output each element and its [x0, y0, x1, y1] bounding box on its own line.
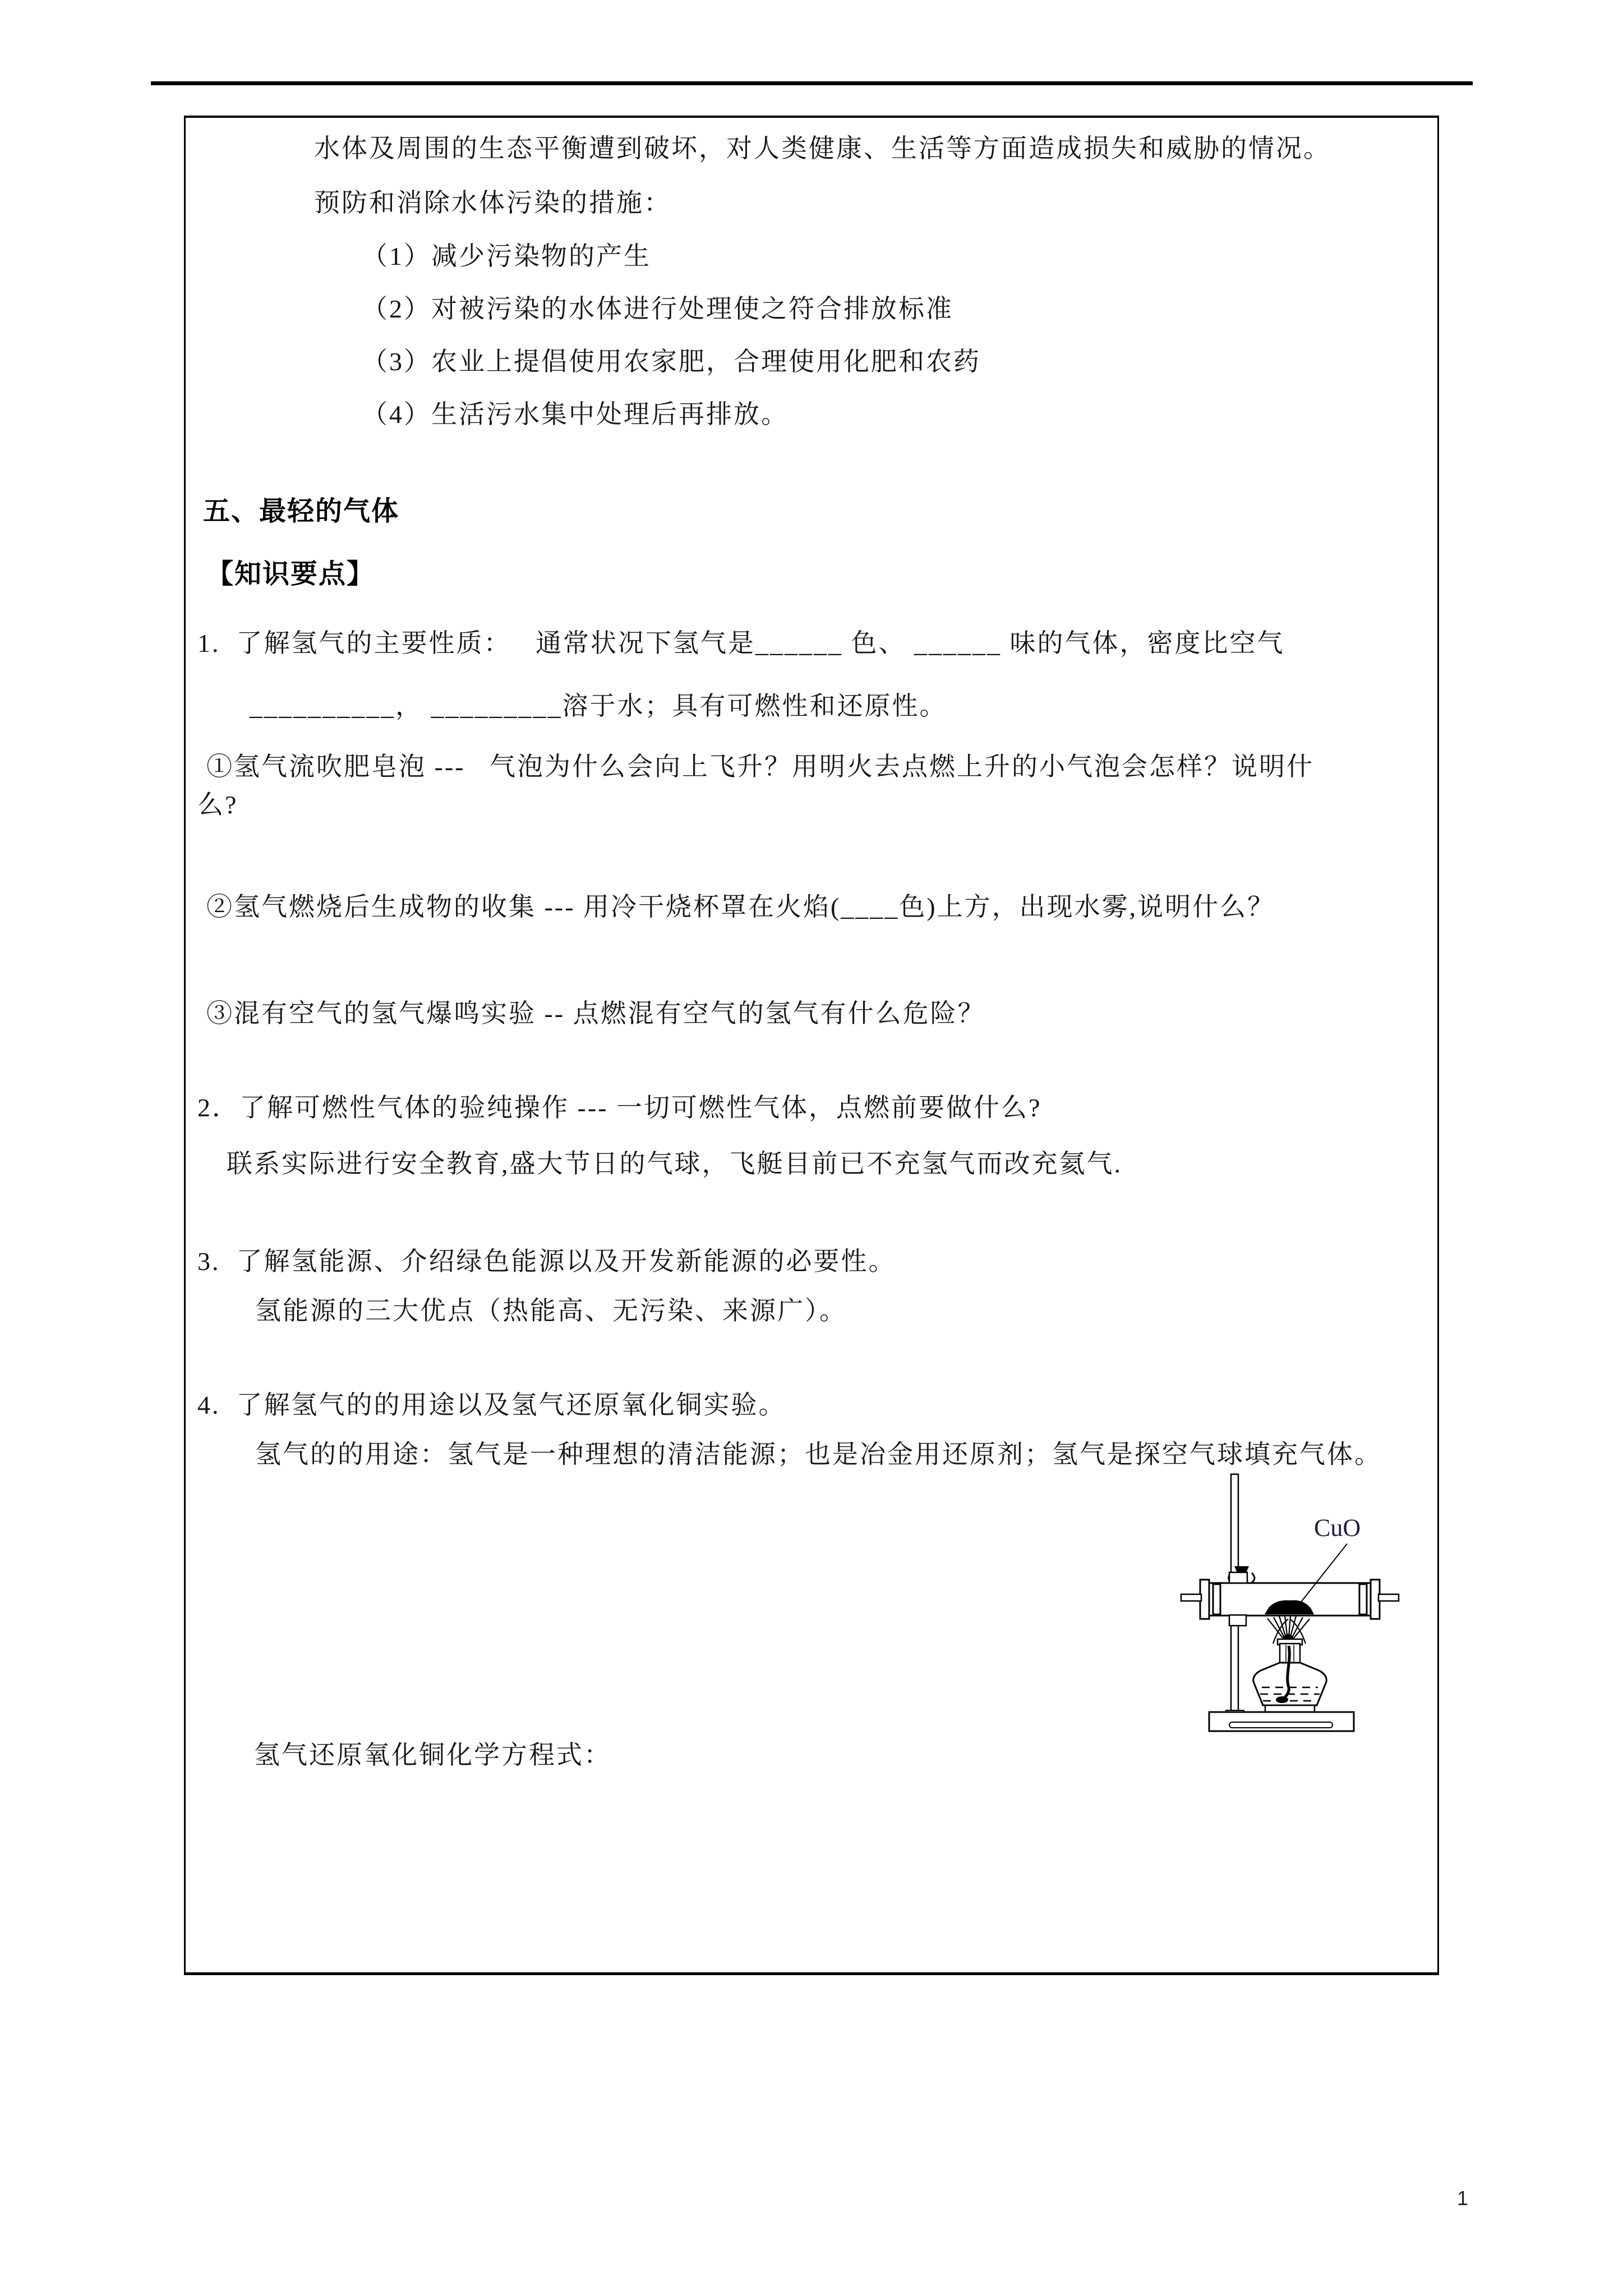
gas-outlet-tube [1378, 1594, 1399, 1601]
point1-line1: 1. 了解氢气的主要性质： 通常状况下氢气是______ 色、 ______ 味的气体，密度比空气 [197, 629, 1285, 657]
stand-base [1209, 1712, 1354, 1731]
measure-item-1: （1）减少污染物的产生 [362, 242, 651, 270]
equation-label: 氢气还原氧化铜化学方程式： [254, 1741, 611, 1769]
intro-text: 水体及周围的生态平衡遭到破坏，对人类健康、生活等方面造成损失和威胁的情况。 [314, 134, 1331, 163]
header-rule [151, 81, 1473, 85]
page-number: 1 [1457, 2187, 1469, 2210]
point4-line2: 氢气的的用途：氢气是一种理想的清洁能源；也是冶金用还原剂；氢气是探空气球填充气体。 [255, 1440, 1382, 1469]
point1-line2: __________， _________溶于水；具有可燃性和还原性。 [250, 692, 947, 720]
measures-title: 预防和消除水体污染的措施： [314, 188, 671, 217]
point4-line1: 4. 了解氢气的的用途以及氢气还原氧化铜实验。 [197, 1391, 786, 1419]
section-heading: 五、最轻的气体 [203, 496, 400, 526]
clamp-lower-jaw [1229, 1615, 1246, 1626]
knowledge-points-heading: 【知识要点】 [206, 559, 375, 589]
point1-sub2: ②氢气燃烧后生成物的收集 --- 用冷干烧杯罩在火焰(____色)上方，出现水雾,说明什么？ [206, 892, 1275, 921]
point3-line2: 氢能源的三大优点（热能高、无污染、来源广）。 [255, 1296, 847, 1325]
cuo-reduction-apparatus [1178, 1458, 1402, 1739]
measure-item-3: （3）农业上提倡使用农家肥，合理使用化肥和农药 [362, 347, 981, 376]
point1-sub1-line1: ①氢气流吹肥皂泡 --- 气泡为什么会向上飞升？用明火去点燃上升的小气泡会怎样？说明什 [206, 752, 1314, 781]
point3-line1: 3. 了解氢能源、介绍绿色能源以及开发新能源的必要性。 [197, 1247, 896, 1276]
point1-sub3: ③混有空气的氢气爆鸣实验 -- 点燃混有空气的氢气有什么危险？ [206, 999, 985, 1028]
gas-inlet-tube [1181, 1594, 1201, 1601]
clamp-upper-jaw [1229, 1572, 1247, 1583]
measure-item-2: （2）对被污染的水体进行处理使之符合排放标准 [362, 295, 953, 323]
measure-item-4: （4）生活污水集中处理后再排放。 [362, 400, 789, 429]
cuo-label: CuO [1314, 1514, 1361, 1542]
alcohol-lamp [1253, 1639, 1326, 1712]
point2-line2: 联系实际进行安全教育,盛大节日的气球，飞艇目前已不充氢气而改充氦气. [227, 1149, 1122, 1178]
point2-line1: 2．了解可燃性气体的验纯操作 --- 一切可燃性气体，点燃前要做什么? [197, 1093, 1042, 1122]
point1-sub1-line2: 么? [197, 790, 238, 819]
